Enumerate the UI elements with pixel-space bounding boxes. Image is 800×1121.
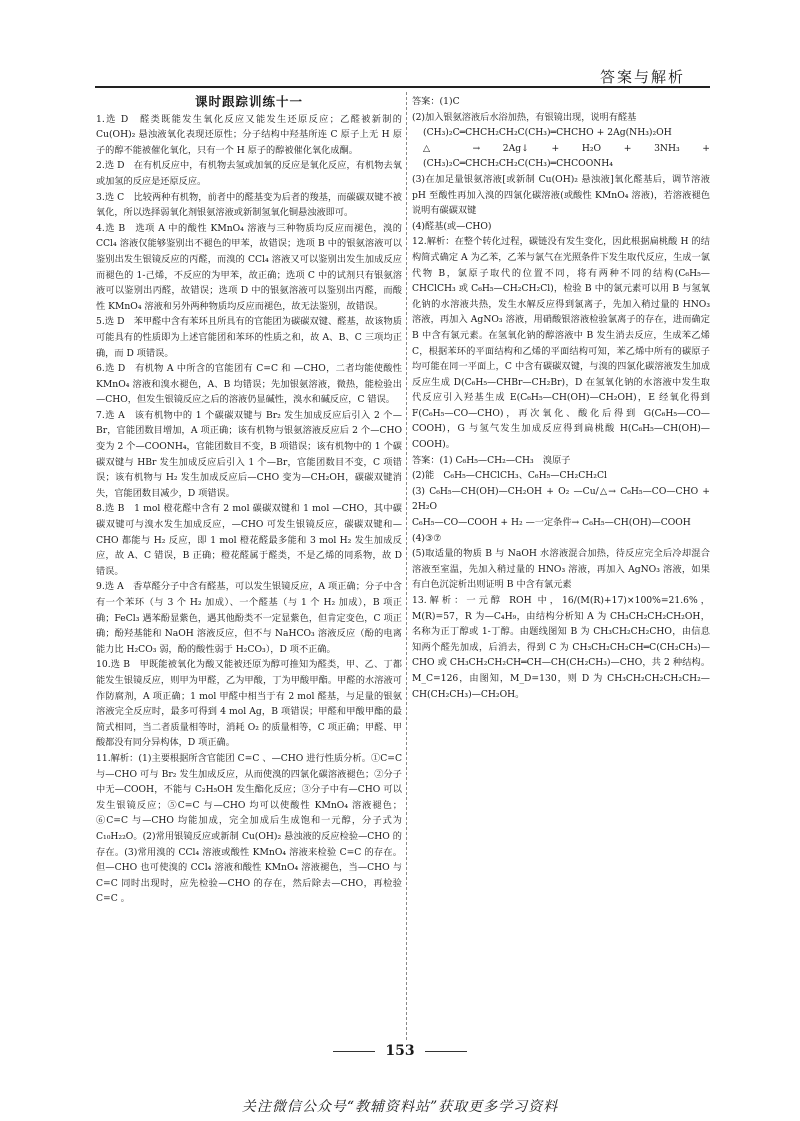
answer-item: 2.选 D 在有机反应中，有机物去氢或加氧的反应是氧化反应，有机物去氧或加氢的反应是还原反应。 [96, 160, 402, 187]
equation-line: (CH₃)₂C═CHCH₂CH₂C(CH₃)═CHCHO + 2Ag(NH₃)₂OH [423, 127, 672, 139]
left-column [96, 94, 402, 1039]
answer-line: (3)在加足量银氨溶液[或新制 Cu(OH)₂ 悬浊液]氧化醛基后，调节溶液 pH 至酸性再加入溴的四氯化碳溶液(或酸性 KMnO₄ 溶液)，若溶液褪色说明有碳碳双键 [412, 173, 710, 217]
section-header: 答案与解析 [600, 68, 686, 86]
answer-line: (5)取适量的物质 B 与 NaOH 水溶液混合加热，待反应完全后冷却混合溶液至室温，先加入稍过量的 HNO₃ 溶液，再加入 AgNO₃ 溶液，如果有白色沉淀析出则证明 B 中含有氯元素 [412, 548, 710, 591]
answer-item: 13.解析：一元醇 ROH 中，16/(M(R)+17)×100%=21.6%，M(R)=57，R 为—C₄H₉，由结构分析知 A 为 CH₃CH₂CH₂CH₂OH，名称为正丁醇或 1-丁醇。由题线图知 B 为 CH₃CH₂CH₂CHO，由信息知两个醛先加成，后消去，得到 C 为 CH₃CH₂CH₂CH═C(CH₂CH₃)—CHO 或 CH₃CH₂CH₂CH═CH—CH(CH₂CH₃)—CHO，共 2 种结构。M_C=126，由图知，M_D=130，则 D 为 CH₃CH₂CH₂CH₂CH₂—CH(CH₂CH₃)—CH₂OH。 [412, 595, 710, 700]
answer-item: 11.解析：(1)主要根据所含官能团 C=C 、—CHO 进行性质分析。①C=C 与—CHO 可与 Br₂ 发生加成反应，从而使溴的四氯化碳溶液褪色；②分子中无—COOH，不能与 C₂H₅OH 发生酯化反应；③分子中有—CHO 可以发生银镜反应；⑤C=C 与—CHO 均可以使酸性 KMnO₄ 溶液褪色；⑥C=C 与—CHO 均能加成，完全加成后生成饱和一元醇，分子式为 C₁₀H₂₂O。(2)常用银镜反应或新制 Cu(OH)₂ 悬浊液的反应检验—CHO 的存在。(3)常用溴的 CCl₄ 溶液或酸性 KMnO₄ 溶液来检验 C=C 的存在。但—CHO 也可使溴的 CCl₄ 溶液和酸性 KMnO₄ 溶液褪色，当—CHO 与 C=C 同时出现时，应先检验—CHO 的存在，然后除去—CHO，再检验 C=C 。 [96, 752, 402, 905]
page-number-dash [425, 1051, 467, 1052]
equation-line: △ → 2Ag↓ + H₂O + 3NH₃ + (CH₃)₂C═CHCH₂CH₂C(CH₃)═CHCOONH₄ [423, 142, 710, 170]
answer-line: 答案：(1) C₆H₅—CH₂—CH₃ 溴原子 [412, 454, 571, 466]
answer-item: 10.选 B 甲既能被氧化为酸又能被还原为醇可推知为醛类，甲、乙、丁都能发生银镜反应，则甲为甲醛，乙为甲酸，丁为甲酸甲酯。甲醛的水溶液可作防腐剂，A 项正确；1 mol 甲醛中相当于有 2 mol 醛基，与足量的银氨溶液完全反应时，最多可得到 4 mol Ag，B 项错误；甲醛和甲酸甲酯的最简式相同，当二者质量相等时，消耗 O₂ 的质量相等，C 项正确；甲醛、甲酸都没有同分异构体，D 项正确。 [96, 659, 402, 749]
answer-item: 1.选 D 醛类既能发生氧化反应又能发生还原反应；乙醛被新制的 Cu(OH)₂ 悬浊液氧化表现还原性；分子结构中羟基所连 C 原子上无 H 原子的醇不能被催化氧化，只有一个 H 原子的醇被催化氧化成酮。 [96, 113, 402, 156]
equation-line: (3) C₆H₅—CH(OH)—CH₂OH + O₂ —Cu/△→ C₆H₅—CO—CHO + 2H₂O [412, 485, 710, 513]
answer-item: 12.解析：在整个转化过程，碳链没有发生变化，因此根据扁桃酸 H 的结构简式确定 A 为乙苯，乙苯与氯气在光照条件下发生取代反应，生成一氯代物 B，氯原子取代的位置不同，将有两种不同的结构(C₆H₅—CHClCH₃ 或 C₆H₅—CH₂CH₂Cl)，检验 B 中的氯元素可以用 B 与氢氧化钠的水溶液共热，发生水解反应得到氯离子，先加入稍过量的 HNO₃ 溶液，再加入 AgNO₃ 溶液，用硝酸银溶液检验氯离子的存在，进而确定 B 中含有氯元素。在氢氧化钠的醇溶液中 B 发生消去反应，生成苯乙烯 C，根据苯环的平面结构和乙烯的平面结构可知，苯乙烯中所有的碳原子均可能在同一平面上，C 中含有碳碳双键，与溴的四氯化碳溶液发生加成反应生成 D(C₆H₅—CHBr—CH₂Br)，D 在氢氧化钠的水溶液中发生取代反应引入羟基生成 E(C₆H₅—CH(OH)—CH₂OH)，E 经氧化得到 F(C₆H₅—CO—CHO)，再次氧化、酸化后得到 G(C₆H₅—CO—COOH)，G 与氢气发生加成反应得到扁桃酸 H(C₆H₅—CH(OH)—COOH)。 [412, 236, 710, 451]
header-rule [95, 86, 710, 88]
answer-item: 7.选 A 该有机物中的 1 个碳碳双键与 Br₂ 发生加成反应后引入 2 个—Br，官能团数目增加，A 项正确；该有机物与银氨溶液反应后 2 个—CHO 变为 2 个—COONH₄，官能团数目不变，B 项错误；该有机物中的 1 个碳碳双键与 HBr 发生加成反应后引入 1 个—Br，官能团数目不变，C 项错误；该有机物与 H₂ 发生加成反应后—CHO 变为—CH₂OH，碳碳双键消失，官能团数目减少，D 项错误。 [96, 409, 402, 499]
equation-line: C₆H₅—CO—COOH + H₂ —一定条件→ C₆H₅—CH(OH)—COOH [412, 517, 691, 529]
answer-item: 4.选 B 选项 A 中的酸性 KMnO₄ 溶液与三种物质均反应而褪色，溴的 CCl₄ 溶液仅能够鉴别出不褪色的甲苯，故错误；选项 B 中的银氨溶液可以鉴别出发生银镜反应的丙醛，而溴的 CCl₄ 溶液又可以鉴别出发生加成反应而褪色的 1-己烯，不反应的为甲苯，故正确；选项 C 中的试剂只有银氨溶液可以鉴别出丙醛，故错误；选项 D 中的银氨溶液可以鉴别出丙醛，而酸性 KMnO₄ 溶液和另外两种物质均反应而褪色，故无法鉴别，故错误。 [96, 222, 402, 312]
footer-note: 关注微信公众号“教辅资料站”获取更多学习资料 [241, 1099, 559, 1115]
page-number-dash [333, 1051, 375, 1052]
answer-item: 9.选 A 香草醛分子中含有醛基，可以发生银镜反应，A 项正确；分子中含有一个苯环（与 3 个 H₂ 加成）、一个醛基（与 1 个 H₂ 加成），B 项正确；FeCl₃ 遇苯酚显紫色，遇其他酚类不一定显紫色，但肯定变色，C 项正确；酚羟基能和 NaOH 溶液反应，但不与 NaHCO₃ 溶液反应（酚的电离能力比 H₂CO₃ 弱，酚的酸性弱于 H₂CO₃），D 项不正确。 [96, 581, 402, 655]
answer-line: (2)加入银氨溶液后水浴加热，有银镜出现，说明有醛基 [412, 111, 637, 123]
answer-line: (4)醛基(或—CHO) [412, 220, 492, 232]
answer-item: 8.选 B 1 mol 橙花醛中含有 2 mol 碳碳双键和 1 mol —CHO，其中碳碳双键可与溴水发生加成反应，—CHO 可发生银镜反应，碳碳双键和—CHO 都能与 H₂ 反应，即 1 mol 橙花醛最多能和 3 mol H₂ 发生加成反应，故 A、C 错误，B 正确；橙花醛属于醛类，不是乙烯的同系物，故 D 错误。 [96, 503, 402, 577]
answer-item: 5.选 D 苯甲醛中含有苯环且所具有的官能团为碳碳双键、醛基，故该物质可能具有的性质即为上述官能团和苯环的性质之和，故 A、B、C 三项均正确，而 D 项错误。 [96, 316, 402, 359]
answer-item: 6.选 D 有机物 A 中所含的官能团有 C=C 和 —CHO，二者均能使酸性 KMnO₄ 溶液和溴水褪色，A、B 均错误；先加银氨溶液，微热，能检验出—CHO，但发生银镜反应之后的溶液仍显碱性，溴水和碱反应，C 错误。 [96, 363, 402, 406]
column-divider [406, 92, 407, 1040]
answer-line: (4)③⑦ [412, 532, 442, 544]
page-number [0, 1043, 800, 1059]
right-column [412, 94, 710, 1039]
answer-item: 3.选 C 比较两种有机物，前者中的醛基变为后者的羧基，而碳碳双键不被氧化，所以选择弱氧化剂银氨溶液或新制氢氧化铜悬浊液即可。 [96, 191, 402, 219]
answer-line: (2)能 C₆H₅—CHClCH₃、C₆H₅—CH₂CH₂Cl [412, 470, 607, 482]
exercise-title: 课时跟踪训练十一 [194, 94, 303, 109]
page-number-value: 153 [385, 1043, 415, 1059]
answer-line: 答案：(1)C [412, 96, 460, 107]
